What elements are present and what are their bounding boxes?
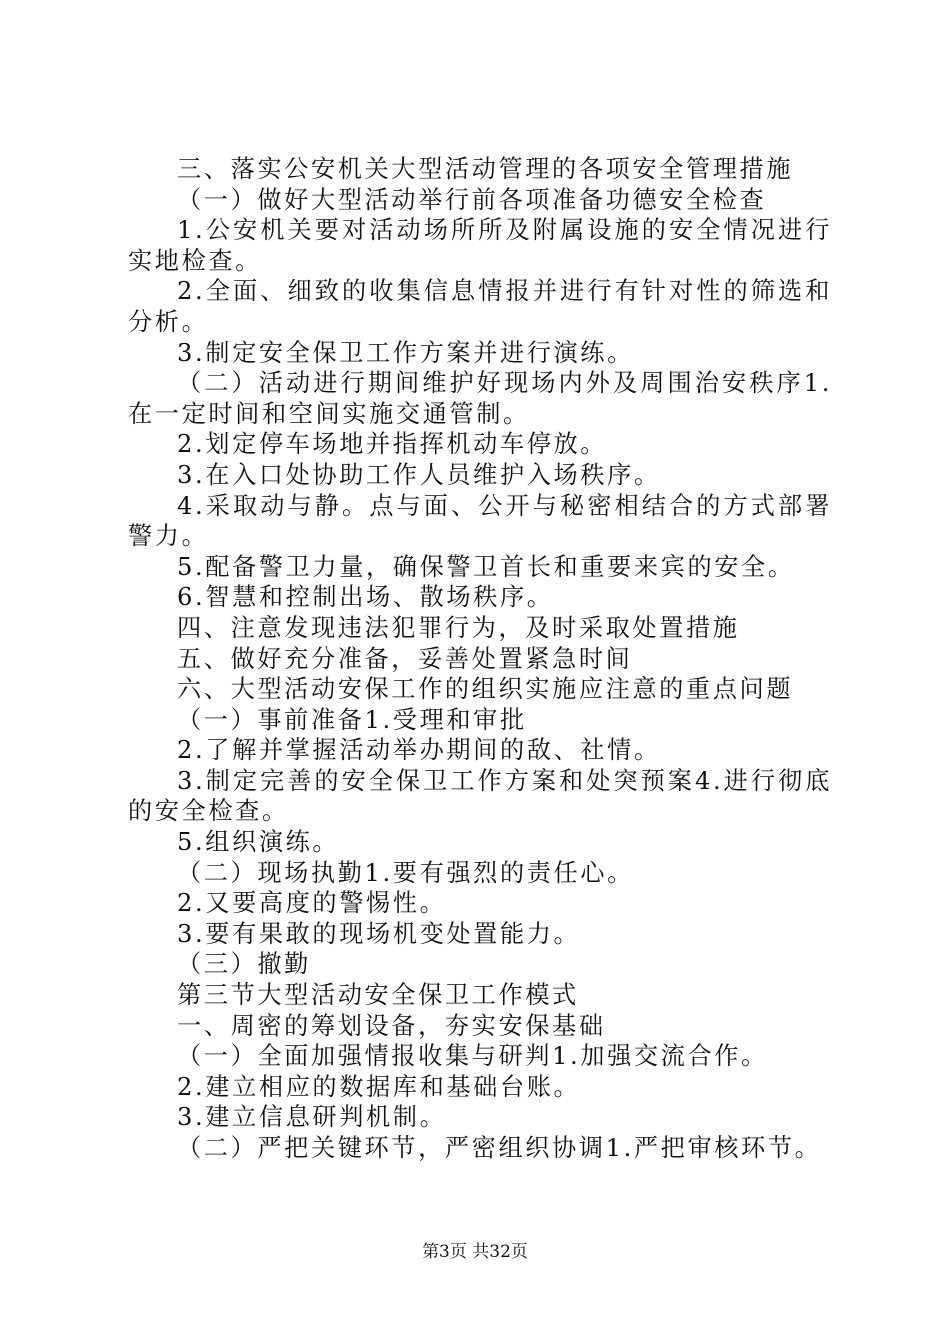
paragraph: 五、做好充分准备，妥善处置紧急时间: [177, 644, 633, 673]
paragraph: 四、注意发现违法犯罪行为，及时采取处置措施: [177, 613, 740, 642]
paragraph: 2.划定停车场地并指挥机动车停放。: [177, 430, 608, 459]
paragraph: 2.全面、细致的收集信息情报并进行有针对性的筛选和分析。: [128, 277, 832, 336]
paragraph: （一）事前准备1.受理和审批: [177, 705, 527, 734]
paragraph: （二）严把关键环节，严密组织协调1.严把审核环节。: [177, 1134, 822, 1162]
paragraph: （一）做好大型活动举行前各项准备功德安全检查: [177, 185, 767, 214]
paragraph: 3.在入口处协助工作人员维护入场秩序。: [177, 460, 661, 489]
paragraph: （二）活动进行期间维护好现场内外及周围治安秩序1.在一定时间和空间实施交通管制。: [128, 369, 832, 428]
paragraph: 3.制定安全保卫工作方案并进行演练。: [177, 338, 634, 367]
paragraph: （三）撤勤: [177, 950, 311, 979]
paragraph: 一、周密的筹划设备，夯实安保基础: [177, 1011, 606, 1040]
page-number-footer: 第3页 共32页: [422, 1242, 528, 1262]
paragraph: 4.采取动与静。点与面、公开与秘密相结合的方式部署警力。: [128, 491, 832, 551]
paragraph: 2.了解并掌握活动举办期间的敌、社情。: [177, 736, 661, 765]
paragraph: 1.公安机关要对活动场所所及附属设施的安全情况进行实地检查。: [128, 216, 832, 275]
document-body: [128, 154, 832, 1164]
paragraph: 2.建立相应的数据库和基础台账。: [177, 1072, 581, 1101]
paragraph: 6.智慧和控制出场、散场秩序。: [177, 583, 554, 612]
paragraph: 3.制定完善的安全保卫工作方案和处突预案4.进行彻底的安全检查。: [128, 766, 832, 826]
paragraph: （一）全面加强情报收集与研判1.加强交流合作。: [177, 1042, 768, 1071]
paragraph: 六、大型活动安保工作的组织实施应注意的重点问题: [177, 675, 794, 704]
paragraph: 3.建立信息研判机制。: [177, 1103, 447, 1132]
paragraph: 三、落实公安机关大型活动管理的各项安全管理措施: [177, 155, 794, 183]
paragraph: 5.组织演练。: [177, 828, 340, 857]
section-heading: 第三节大型活动安全保卫工作模式: [177, 981, 579, 1010]
paragraph: 2.又要高度的警惕性。: [177, 889, 447, 918]
paragraph: 3.要有果敢的现场机变处置能力。: [177, 919, 581, 948]
paragraph: （二）现场执勤1.要有强烈的责任心。: [177, 858, 634, 887]
paragraph: 5.配备警卫力量，确保警卫首长和重要来宾的安全。: [177, 552, 795, 581]
